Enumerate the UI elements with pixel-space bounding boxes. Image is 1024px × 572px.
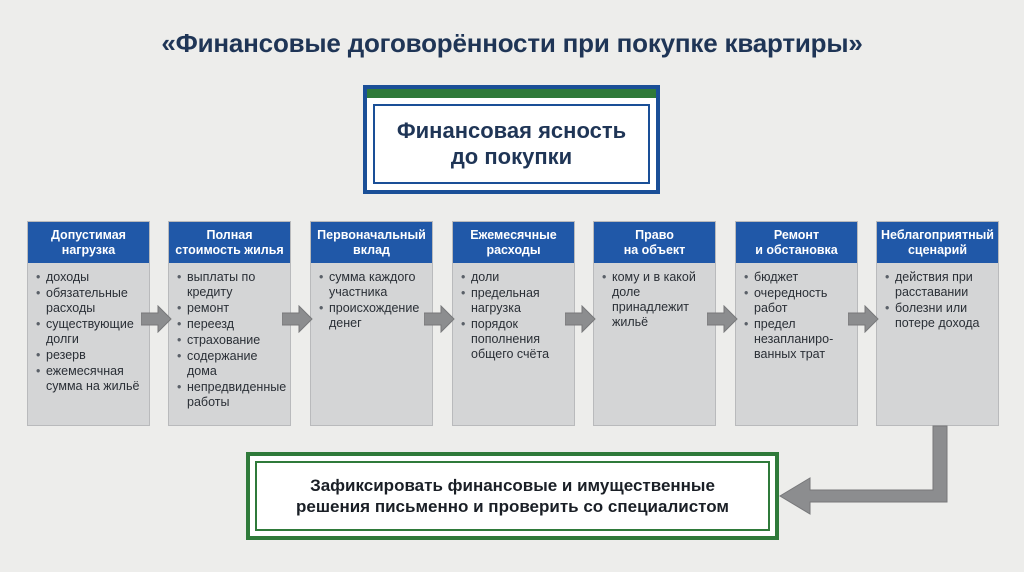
list-item: • бюджет <box>744 270 853 285</box>
list-item: • резерв <box>36 348 145 363</box>
page-title: «Финансовые договорённости при покупке квартиры» <box>161 28 863 58</box>
list-item: • очередность работ <box>744 286 853 316</box>
card-title: Полная стоимость жилья <box>169 222 290 263</box>
list-item: • действия при расставании <box>885 270 994 300</box>
card-title: Неблагоприятный сценарий <box>877 222 998 263</box>
conclusion-box <box>246 452 779 540</box>
list-item: • ремонт <box>177 301 286 316</box>
list-item: • кому и в какой доле принадлежит жильё <box>602 270 711 330</box>
list-item: • доходы <box>36 270 145 285</box>
list-item: • болезни или потере дохода <box>885 301 994 331</box>
list-item: • непредвиденные работы <box>177 380 286 410</box>
list-item: • порядок пополнения общего счёта <box>461 317 570 362</box>
card-title: Право на объект <box>594 222 715 263</box>
list-item: • страхование <box>177 333 286 348</box>
card-title: Первоначальный вклад <box>311 222 432 263</box>
list-item: • выплаты по кредиту <box>177 270 286 300</box>
list-item: • предел незапланиро- ванных трат <box>744 317 853 362</box>
list-item: • предельная нагрузка <box>461 286 570 316</box>
card-title: Ежемесячные расходы <box>453 222 574 263</box>
list-item: • существующие долги <box>36 317 145 347</box>
list-item: • сумма каждого участника <box>319 270 428 300</box>
list-item: • происхождение денег <box>319 301 428 331</box>
list-item: • переезд <box>177 317 286 332</box>
central-goal-text: Финансовая ясность до покупки <box>373 104 650 184</box>
list-item: • доли <box>461 270 570 285</box>
list-item: • обязательные расходы <box>36 286 145 316</box>
list-item: • содержание дома <box>177 349 286 379</box>
card-title: Допустимая нагрузка <box>28 222 149 263</box>
conclusion-text: Зафиксировать финансовые и имущественные решения письменно и проверить со специалистом <box>255 461 770 531</box>
card-title: Ремонт и обстановка <box>736 222 857 263</box>
list-item: • ежемесячная сумма на жильё <box>36 364 145 394</box>
